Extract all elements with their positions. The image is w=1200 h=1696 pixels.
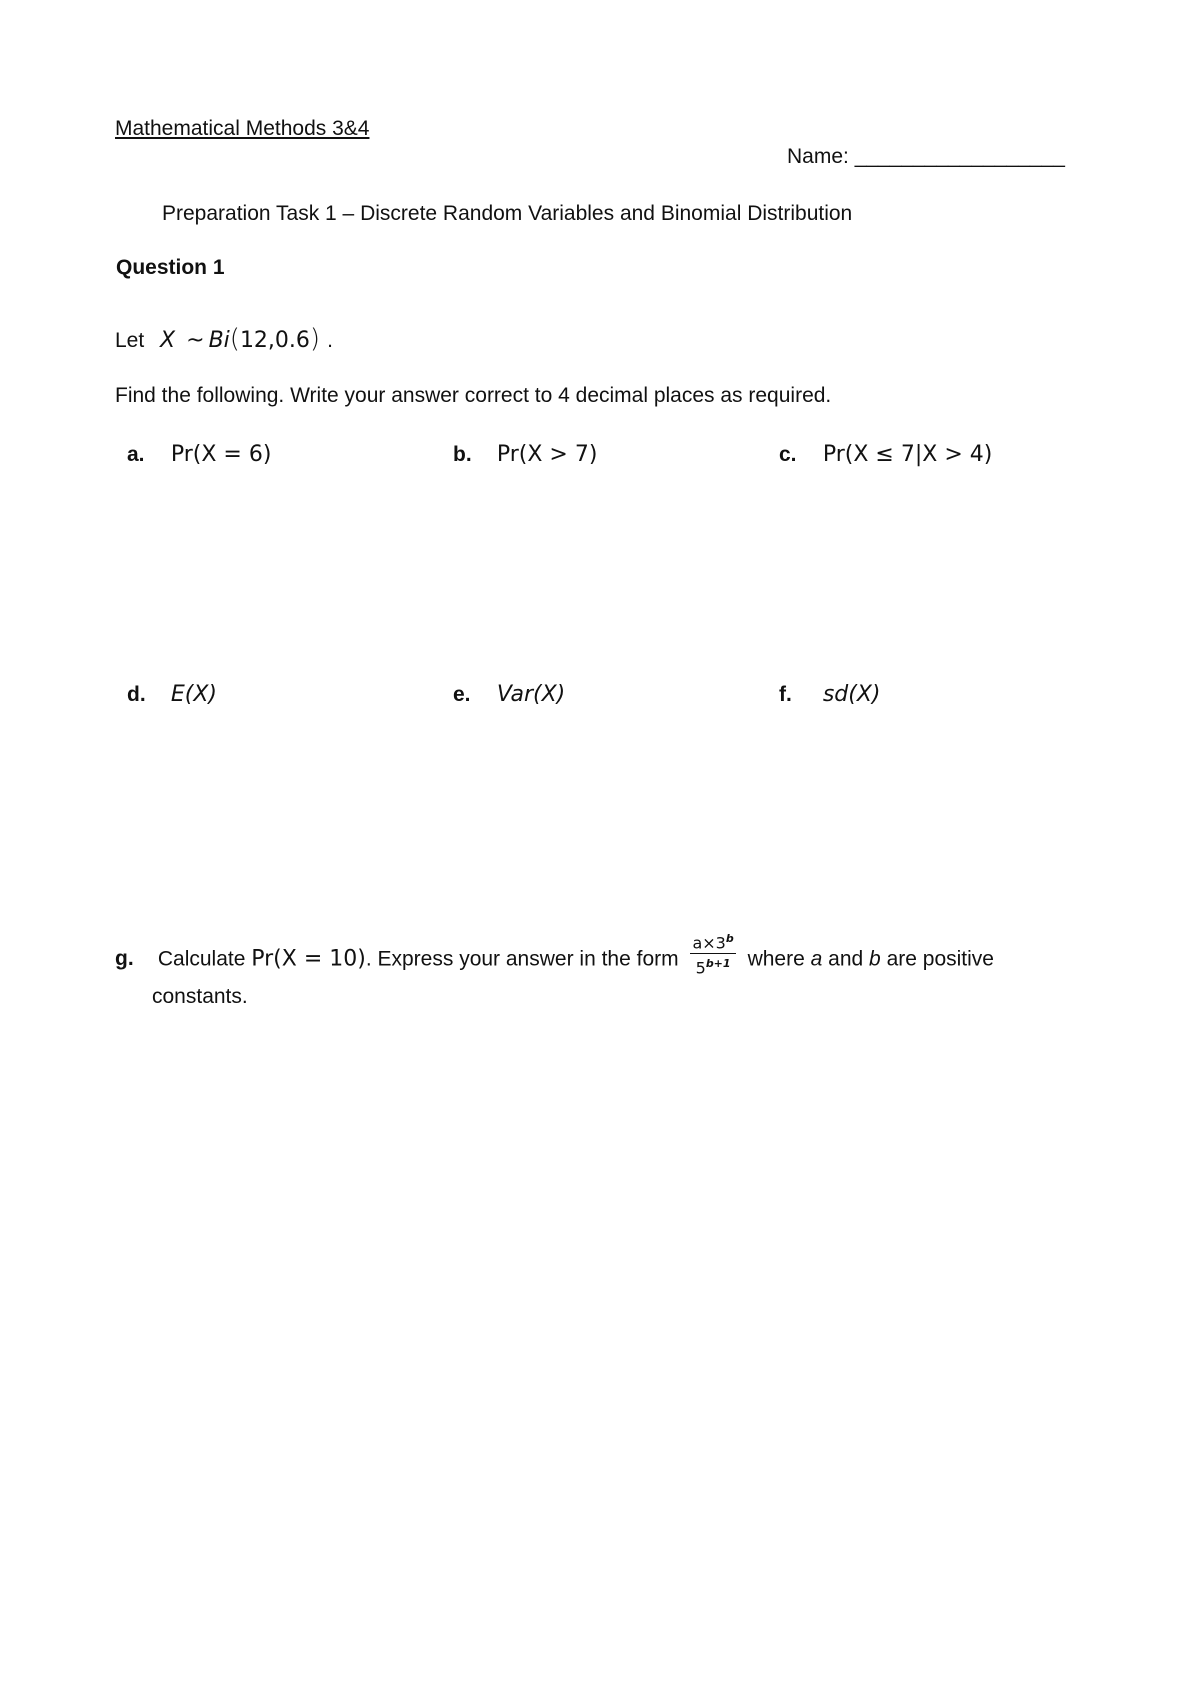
- part-g: g. Calculate Pr(X = 10). Express your answer in the form $\frac{a\times 3^b}{5^{b+1}}$ where a and b are positive: [115, 935, 994, 985]
- part-label: f.: [779, 683, 792, 706]
- let-word: Let: [115, 329, 145, 352]
- part-expression: E(X): [170, 682, 217, 707]
- instruction-text: Find the following. Write your answer correct to 4 decimal places as required.: [115, 384, 832, 407]
- fraction-denominator: $5^{b+1}$: [695, 957, 731, 978]
- part-label: d.: [127, 683, 146, 706]
- part-g-text-mid: . Express your answer in the form: [365, 947, 679, 971]
- part-expression: Pr(X = 6): [170, 442, 272, 467]
- part-expression: Var(X): [496, 682, 566, 707]
- distribution-expression: X ~ Bi(12,0.6): [160, 324, 321, 354]
- distribution-statement: Let X ~ Bi(12,0.6) .: [115, 324, 333, 354]
- part-g-expression: Pr(X = 10): [251, 946, 366, 972]
- question-heading: Question 1: [116, 256, 225, 279]
- name-label: Name:: [787, 145, 855, 168]
- part-g-continuation: constants.: [152, 985, 248, 1008]
- name-field: [787, 145, 1065, 169]
- part-expression: Pr(X ≤ 7|X > 4): [822, 442, 993, 467]
- part-label: b.: [453, 443, 472, 466]
- task-title: Preparation Task 1 – Discrete Random Variables and Binomial Distribution: [162, 202, 853, 225]
- part-e: [453, 682, 565, 707]
- name-blank-line: __________________: [854, 145, 1065, 168]
- part-expression: sd(X): [822, 682, 881, 707]
- part-label: c.: [779, 443, 797, 466]
- part-label: a.: [127, 443, 145, 466]
- answer-form-fraction: [690, 929, 735, 979]
- part-a: [127, 442, 271, 467]
- part-expression: Pr(X > 7): [496, 442, 598, 467]
- part-label: e.: [453, 683, 471, 706]
- course-title: Mathematical Methods 3&4: [115, 117, 370, 140]
- var-a: a: [810, 947, 823, 971]
- var-b: b: [869, 947, 881, 971]
- part-f: [779, 682, 881, 707]
- part-b: [453, 442, 597, 467]
- part-g-text-before: Calculate: [157, 947, 246, 971]
- part-d: [127, 682, 217, 707]
- fraction-numerator: $a\times 3^b$: [690, 929, 735, 954]
- part-label: g.: [115, 947, 134, 971]
- part-c: [779, 442, 992, 467]
